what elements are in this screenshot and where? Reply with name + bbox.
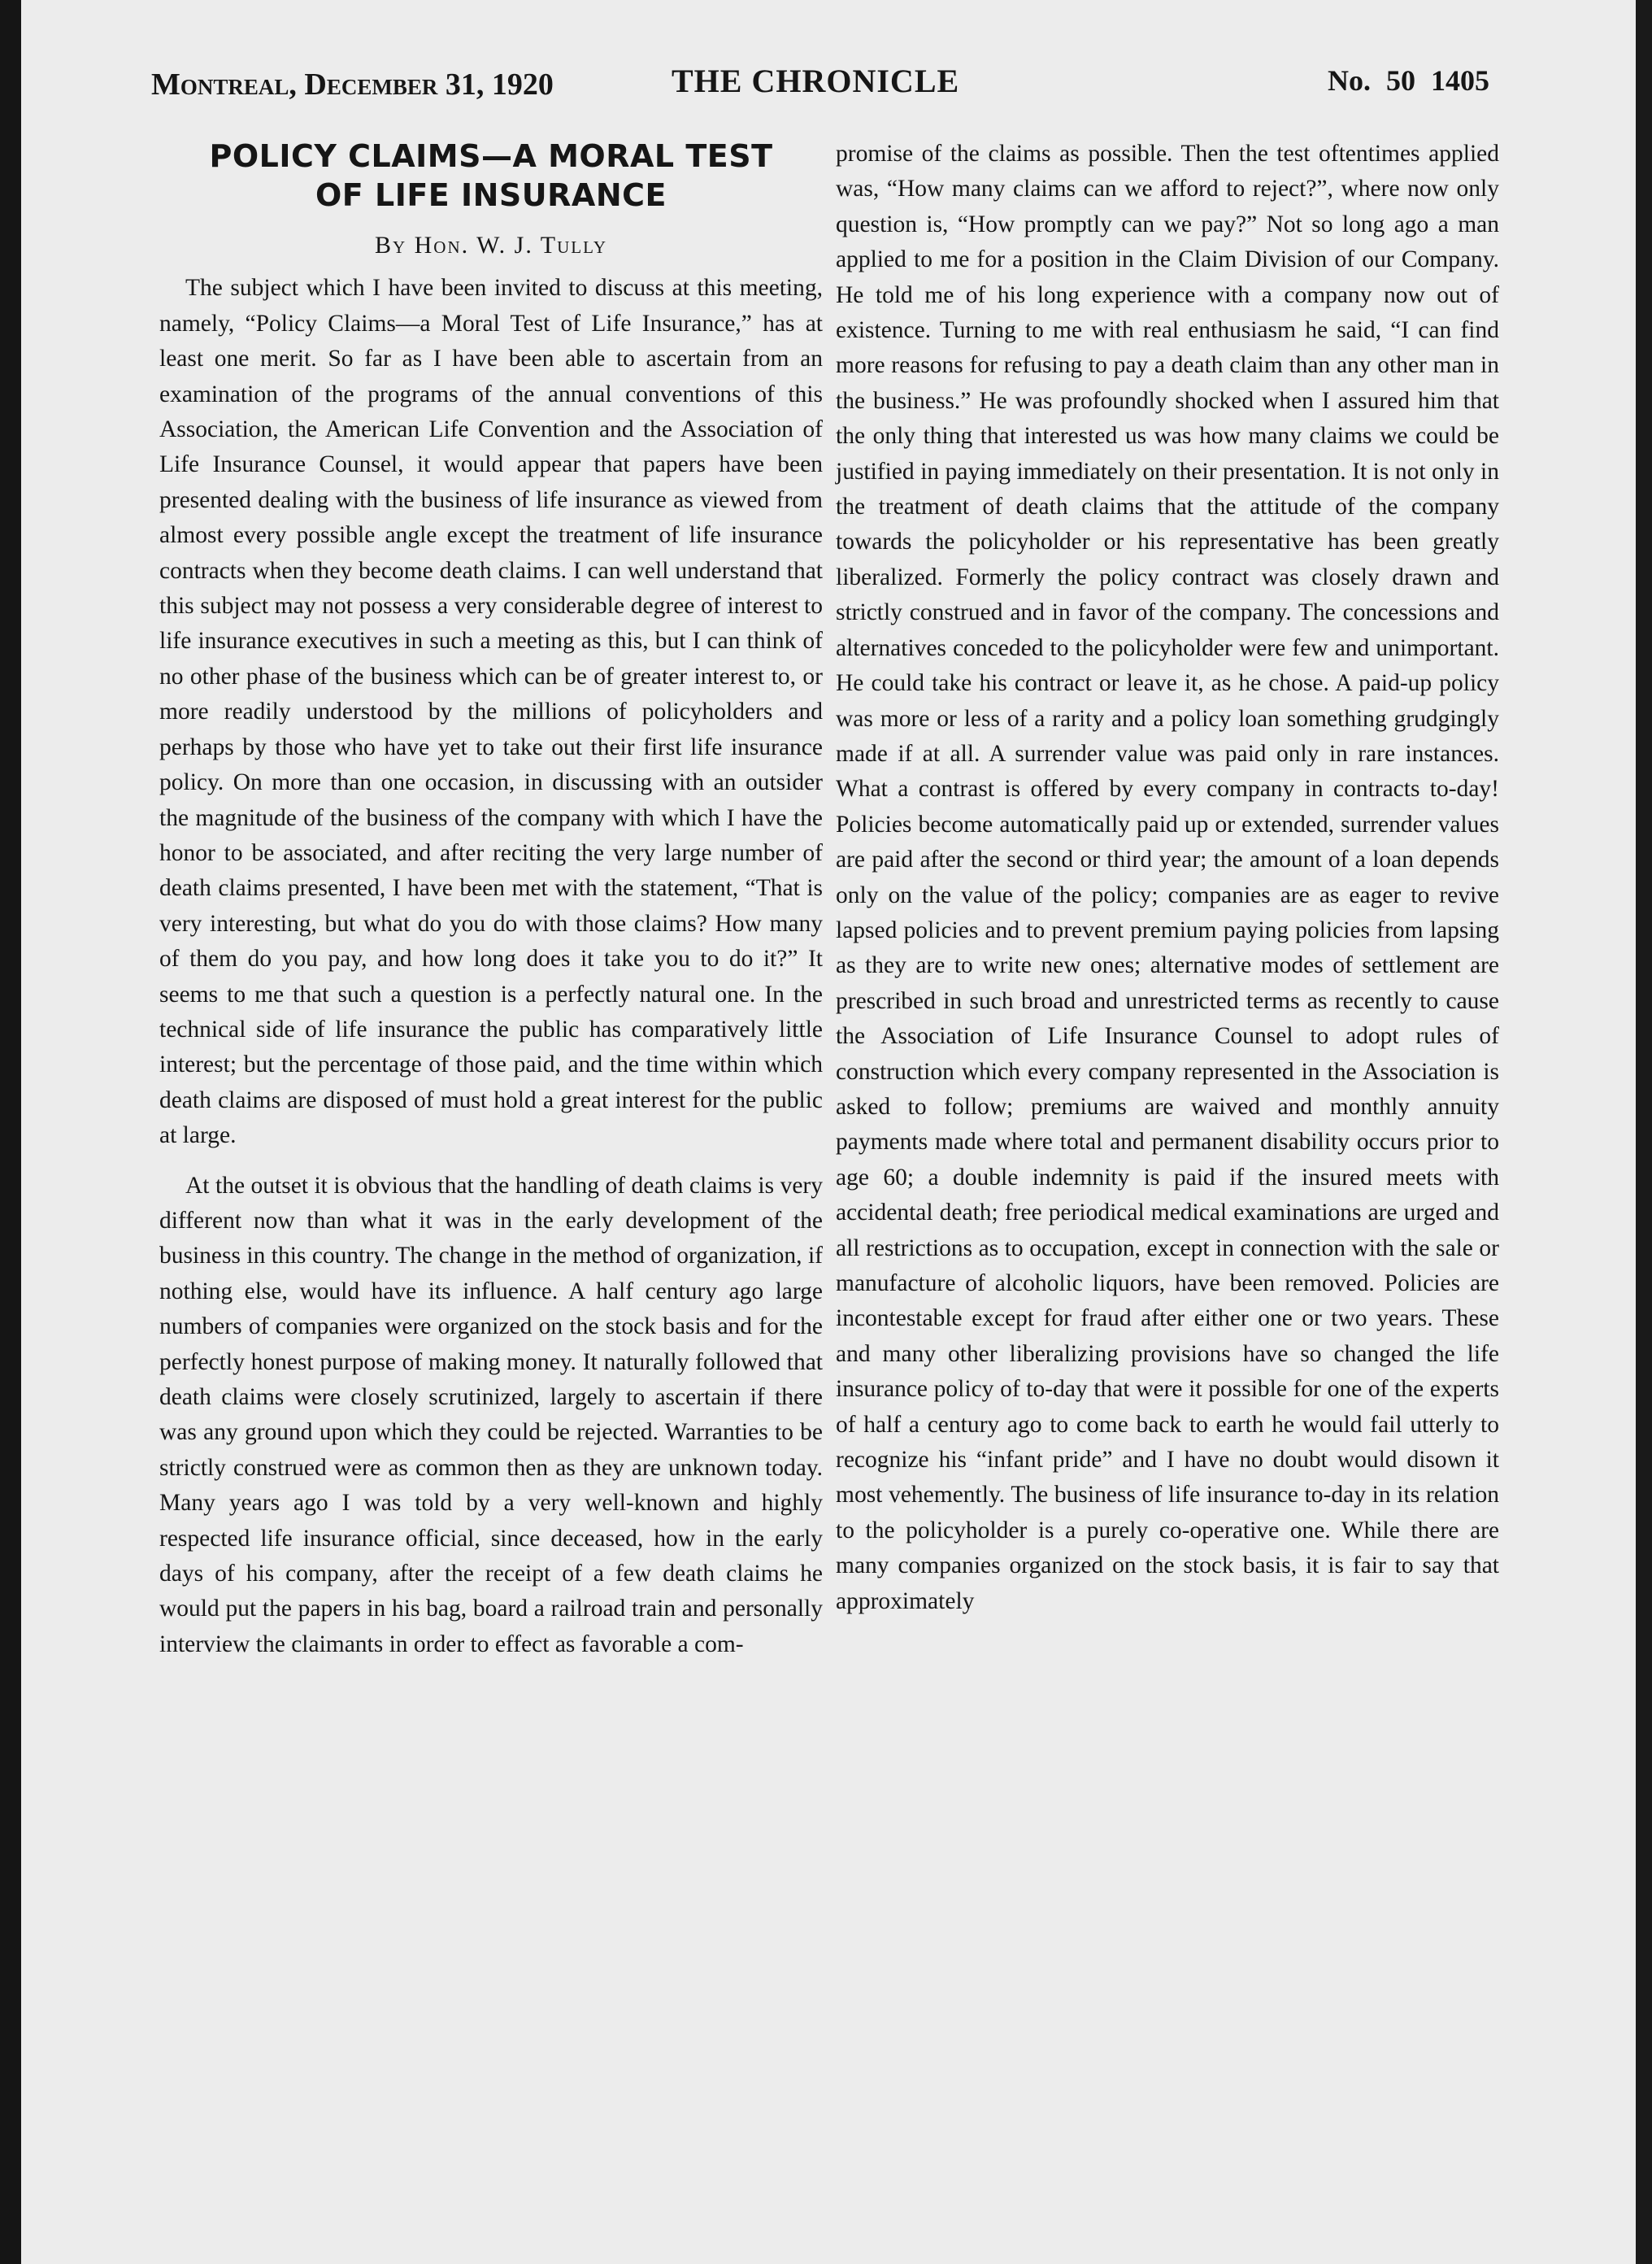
scan-edge-left bbox=[0, 0, 21, 2264]
paragraph-2: At the outset it is obvious that the handling of death claims is very different now than what it was in the early development of the business in this country. The change in the method of organization, if nothing else, would have its influence. A half century ago large numbers of companies were organized on the stock basis and for the perfectly honest purpose of making money. It naturally followed that death claims were closely scrutinized, largely to ascertain if there was any ground upon which they could be rejected. Warranties to be strictly construed were as common then as they are unknown today. Many years ago I was told by a very well-known and highly respected life insurance official, since deceased, how in the early days of his company, after the receipt of a few death claims he would put the papers in his bag, board a railroad train and personally interview the claimants in order to effect as favorable a com- bbox=[159, 1172, 823, 1657]
paragraph-3: promise of the claims as possible. Then the test oftentimes applied was, “How many claims can we afford to reject?”, where now only question is, “How promptly can we pay?” Not so long ago a man applied to me for a position in the Claim Division of our Company. He told me of his long experience with a company now out of existence. Turning to me with real enthusiasm he said, “I can find more reasons for refusing to pay a death claim than any other man in the business.” He was profoundly shocked when I assured him that the only thing that interested us was how many claims we could be justified in paying immediately on their presentation. It is not only in the treatment of death claims that the attitude of the company towards the policyholder or his representative has been greatly liberalized. Formerly the policy contract was closely drawn and strictly construed and in favor of the company. The concessions and alternatives conceded to the policyholder were few and unimportant. He could take his contract or leave it, as he chose. A paid-up policy was more or less of a rarity and a policy loan something grudgingly made if at all. A surrender value was paid only in rare instances. What a contrast is offered by every company in contracts to-day! Policies become automatically paid up or extended, surrender values are paid after the second or third year; the amount of a loan depends only on the value of the policy; companies are as eager to revive lapsed policies and to prevent premium paying policies from lapsing as they are to write new ones; alternative modes of settlement are prescribed in such broad and unrestricted terms as recently to cause the Association of Life Insurance Counsel to adopt rules of construction which every company represented in the Association is asked to follow; premiums are waived and monthly annuity payments made where total and permanent disability occurs prior to age 60; a double indemnity is paid if the insured meets with accidental death; free periodical medical examinations are urged and all restrictions as to occupation, except in connection with the sale or manufacture of alcoholic liquors, have been removed. Policies are incontestable except for fraud after either one or two years. These and many other liberalizing provisions have so changed the life insurance policy of to-day that were it possible for one of the experts of half a century ago to come back to earth he would fail utterly to recognize his “infant pride” and I have no doubt would disown it most vehemently. The business of life insurance to-day in its relation to the policyholder is a purely co-operative one. While there are many companies organized on the stock basis, it is fair to say that approximately bbox=[836, 141, 1499, 1614]
running-head bbox=[151, 59, 1489, 107]
article-title-line-1: POLICY CLAIMS—A MORAL TEST bbox=[209, 138, 773, 174]
article-title-line-2: OF LIFE INSURANCE bbox=[315, 177, 667, 213]
paragraph-1: The subject which I have been invited to discuss at this meeting, namely, “Policy Claims—a Moral Test of Life Insurance,” has at least one merit. So far as I have been able to ascertain from an examination of the programs of the annual conventions of this Association, the American Life Convention and the Association of Life Insurance Counsel, it would appear that papers have been presented dealing with the business of life insurance as viewed from almost every possible angle except the treatment of life insurance contracts when they become death claims. I can well understand that this subject may not possess a very considerable degree of interest to life insurance executives in such a meeting as this, but I can think of no other phase of the business which can be of greater interest to, or more readily understood by the millions of policyholders and perhaps by those who have yet to take out their first life insurance policy. On more than one occasion, in discussing with an outsider the magnitude of the business of the company with which I have the honor to be associated, and after reciting the very large number of death claims presented, I have been met with the statement, “That is very interesting, but what do you do with those claims? How many of them do you pay, and how long does it take you to do it?” It seems to me that such a question is a perfectly natural one. In the technical side of life insurance the public has comparatively little interest; but the percentage of those paid, and the time within which death claims are disposed of must hold a great interest for the public at large. bbox=[159, 275, 823, 1149]
article-byline: By Hon. W. J. Tully bbox=[374, 232, 608, 259]
scan-edge-right bbox=[1636, 0, 1652, 2264]
right-column bbox=[836, 137, 1499, 1619]
left-column bbox=[159, 137, 823, 1662]
header-issue-page-number: No. 50 1405 bbox=[1328, 64, 1489, 97]
header-publication-title: THE CHRONICLE bbox=[672, 63, 960, 99]
header-dateline: Montreal, December 31, 1920 bbox=[151, 67, 554, 102]
article-title bbox=[159, 137, 823, 215]
